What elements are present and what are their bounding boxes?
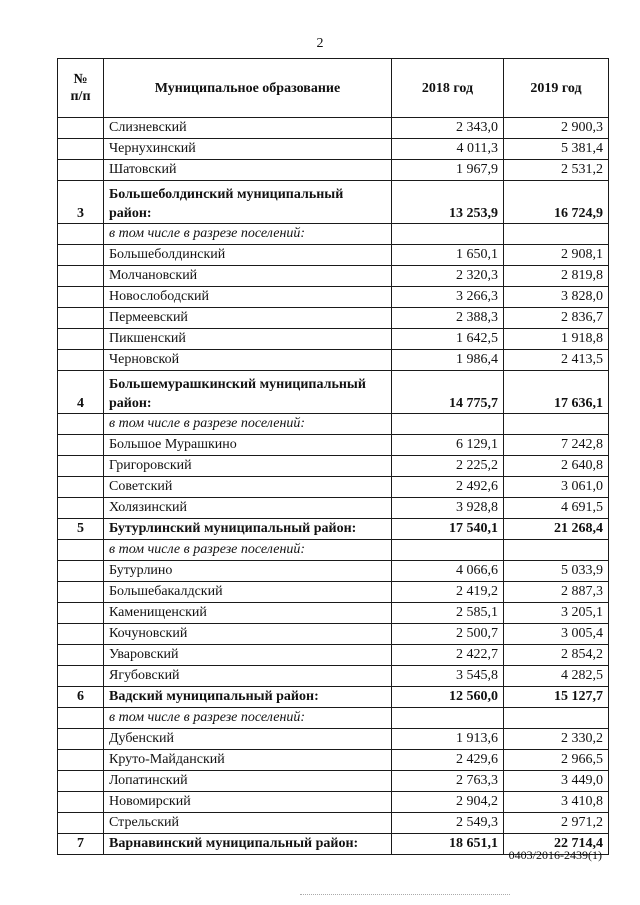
district-row <box>58 371 609 414</box>
municipality-name: Слизневский <box>104 118 392 139</box>
value-2018: 3 266,3 <box>392 287 504 308</box>
row-number <box>58 792 104 813</box>
row-number <box>58 329 104 350</box>
settlement-row <box>58 582 609 603</box>
value-2018: 2 343,0 <box>392 118 504 139</box>
municipality-name: Бутурлино <box>104 561 392 582</box>
row-number <box>58 582 104 603</box>
value-2019: 2 640,8 <box>504 456 609 477</box>
value-2019: 3 205,1 <box>504 603 609 624</box>
value-2018: 2 585,1 <box>392 603 504 624</box>
municipality-name: Черновской <box>104 350 392 371</box>
settlement-row <box>58 245 609 266</box>
row-number <box>58 603 104 624</box>
municipality-name: Стрельский <box>104 813 392 834</box>
settlement-row <box>58 771 609 792</box>
table-header-row <box>58 59 609 118</box>
row-number <box>58 561 104 582</box>
row-number <box>58 435 104 456</box>
document-code: 0403/2016-2439(1) <box>508 848 602 862</box>
value-2018 <box>392 224 504 245</box>
settlement-row <box>58 118 609 139</box>
row-number <box>58 771 104 792</box>
settlement-row <box>58 624 609 645</box>
value-2018: 2 904,2 <box>392 792 504 813</box>
municipality-name: Пермеевский <box>104 308 392 329</box>
municipality-name: в том числе в разрезе поселений: <box>104 540 392 561</box>
value-2019: 2 819,8 <box>504 266 609 287</box>
municipality-name: Большебакалдский <box>104 582 392 603</box>
row-number <box>58 540 104 561</box>
value-2019: 1 918,8 <box>504 329 609 350</box>
subheading-row <box>58 708 609 729</box>
row-number: 5 <box>58 519 104 540</box>
value-2019: 4 282,5 <box>504 666 609 687</box>
value-2019: 2 908,1 <box>504 245 609 266</box>
municipality-name: Новослободский <box>104 287 392 308</box>
row-number <box>58 666 104 687</box>
value-2019 <box>504 224 609 245</box>
subheading-row <box>58 414 609 435</box>
value-2018: 2 388,3 <box>392 308 504 329</box>
district-row <box>58 687 609 708</box>
value-2018: 14 775,7 <box>392 371 504 414</box>
municipality-name: Молчановский <box>104 266 392 287</box>
value-2018: 1 986,4 <box>392 350 504 371</box>
value-2019 <box>504 540 609 561</box>
settlement-row <box>58 561 609 582</box>
row-number <box>58 414 104 435</box>
value-2018 <box>392 708 504 729</box>
value-2019: 2 413,5 <box>504 350 609 371</box>
value-2018: 18 651,1 <box>392 834 504 855</box>
settlement-row <box>58 729 609 750</box>
settlement-row <box>58 266 609 287</box>
header-name: Муниципальное образование <box>104 59 392 118</box>
municipality-name: Шатовский <box>104 160 392 181</box>
header-2018: 2018 год <box>392 59 504 118</box>
municipality-name: Вадский муниципальный район: <box>104 687 392 708</box>
value-2018: 1 913,6 <box>392 729 504 750</box>
settlement-row <box>58 435 609 456</box>
row-number <box>58 813 104 834</box>
municipality-name: Большеболдинский муниципальный район: <box>104 181 392 224</box>
row-number <box>58 224 104 245</box>
municipality-name: Лопатинский <box>104 771 392 792</box>
municipality-name: в том числе в разрезе поселений: <box>104 414 392 435</box>
row-number: 3 <box>58 181 104 224</box>
scan-artifact-line <box>300 894 510 897</box>
value-2018: 1 642,5 <box>392 329 504 350</box>
row-number: 4 <box>58 371 104 414</box>
page-number: 2 <box>316 36 324 51</box>
value-2019 <box>504 708 609 729</box>
value-2019: 5 381,4 <box>504 139 609 160</box>
value-2019: 15 127,7 <box>504 687 609 708</box>
municipality-name: Григоровский <box>104 456 392 477</box>
value-2018: 13 253,9 <box>392 181 504 224</box>
settlement-row <box>58 792 609 813</box>
value-2018 <box>392 414 504 435</box>
row-number: 7 <box>58 834 104 855</box>
row-number <box>58 350 104 371</box>
value-2018: 2 422,7 <box>392 645 504 666</box>
header-num <box>58 59 104 118</box>
header-2019: 2019 год <box>504 59 609 118</box>
row-number <box>58 287 104 308</box>
value-2019: 2 966,5 <box>504 750 609 771</box>
row-number <box>58 266 104 287</box>
row-number <box>58 139 104 160</box>
value-2019: 21 268,4 <box>504 519 609 540</box>
municipality-name: Кочуновский <box>104 624 392 645</box>
settlement-row <box>58 477 609 498</box>
value-2019: 2 887,3 <box>504 582 609 603</box>
municipality-name: Большеболдинский <box>104 245 392 266</box>
value-2019: 2 531,2 <box>504 160 609 181</box>
value-2019: 3 449,0 <box>504 771 609 792</box>
value-2018: 12 560,0 <box>392 687 504 708</box>
value-2019: 3 828,0 <box>504 287 609 308</box>
value-2019: 2 330,2 <box>504 729 609 750</box>
value-2018: 2 549,3 <box>392 813 504 834</box>
settlement-row <box>58 666 609 687</box>
value-2018: 3 545,8 <box>392 666 504 687</box>
municipality-name: Ягубовский <box>104 666 392 687</box>
value-2019: 7 242,8 <box>504 435 609 456</box>
subheading-row <box>58 224 609 245</box>
row-number <box>58 498 104 519</box>
value-2018: 2 492,6 <box>392 477 504 498</box>
municipality-name: Бутурлинский муниципальный район: <box>104 519 392 540</box>
value-2019: 4 691,5 <box>504 498 609 519</box>
settlement-row <box>58 139 609 160</box>
header-num-label: № п/п <box>70 72 91 104</box>
value-2018: 6 129,1 <box>392 435 504 456</box>
value-2018: 2 429,6 <box>392 750 504 771</box>
settlement-row <box>58 456 609 477</box>
value-2018: 4 011,3 <box>392 139 504 160</box>
subheading-row <box>58 540 609 561</box>
row-number <box>58 456 104 477</box>
settlement-row <box>58 603 609 624</box>
municipality-name: Большемурашкинский муниципальный район: <box>104 371 392 414</box>
value-2019: 16 724,9 <box>504 181 609 224</box>
municipality-name: в том числе в разрезе поселений: <box>104 224 392 245</box>
value-2018 <box>392 540 504 561</box>
value-2019: 17 636,1 <box>504 371 609 414</box>
row-number <box>58 624 104 645</box>
district-row <box>58 519 609 540</box>
value-2018: 4 066,6 <box>392 561 504 582</box>
value-2018: 2 500,7 <box>392 624 504 645</box>
settlement-row <box>58 813 609 834</box>
value-2018: 1 967,9 <box>392 160 504 181</box>
value-2019: 2 854,2 <box>504 645 609 666</box>
district-row <box>58 181 609 224</box>
municipality-name: Пикшенский <box>104 329 392 350</box>
municipality-name: в том числе в разрезе поселений: <box>104 708 392 729</box>
settlement-row <box>58 329 609 350</box>
row-number <box>58 477 104 498</box>
value-2018: 1 650,1 <box>392 245 504 266</box>
value-2019: 3 410,8 <box>504 792 609 813</box>
value-2018: 2 763,3 <box>392 771 504 792</box>
value-2019: 5 033,9 <box>504 561 609 582</box>
value-2019: 3 005,4 <box>504 624 609 645</box>
value-2019: 2 971,2 <box>504 813 609 834</box>
value-2019 <box>504 414 609 435</box>
municipality-name: Каменищенский <box>104 603 392 624</box>
value-2019: 2 836,7 <box>504 308 609 329</box>
row-number <box>58 729 104 750</box>
row-number <box>58 245 104 266</box>
municipality-name: Варнавинский муниципальный район: <box>104 834 392 855</box>
value-2018: 3 928,8 <box>392 498 504 519</box>
row-number: 6 <box>58 687 104 708</box>
settlement-row <box>58 645 609 666</box>
row-number <box>58 308 104 329</box>
row-number <box>58 750 104 771</box>
municipality-name: Холязинский <box>104 498 392 519</box>
municipality-name: Большое Мурашкино <box>104 435 392 456</box>
municipality-name: Чернухинский <box>104 139 392 160</box>
settlement-row <box>58 498 609 519</box>
row-number <box>58 708 104 729</box>
row-number <box>58 118 104 139</box>
settlement-row <box>58 287 609 308</box>
value-2019: 22 714,4 <box>504 834 609 855</box>
value-2018: 17 540,1 <box>392 519 504 540</box>
municipality-name: Советский <box>104 477 392 498</box>
value-2019: 2 900,3 <box>504 118 609 139</box>
municipality-name: Дубенский <box>104 729 392 750</box>
settlement-row <box>58 350 609 371</box>
value-2018: 2 320,3 <box>392 266 504 287</box>
settlement-row <box>58 750 609 771</box>
municipality-name: Уваровский <box>104 645 392 666</box>
value-2019: 3 061,0 <box>504 477 609 498</box>
municipality-name: Новомирский <box>104 792 392 813</box>
value-2018: 2 419,2 <box>392 582 504 603</box>
budget-table <box>57 58 609 855</box>
municipality-name: Круто-Майданский <box>104 750 392 771</box>
row-number <box>58 160 104 181</box>
settlement-row <box>58 160 609 181</box>
value-2018: 2 225,2 <box>392 456 504 477</box>
row-number <box>58 645 104 666</box>
settlement-row <box>58 308 609 329</box>
